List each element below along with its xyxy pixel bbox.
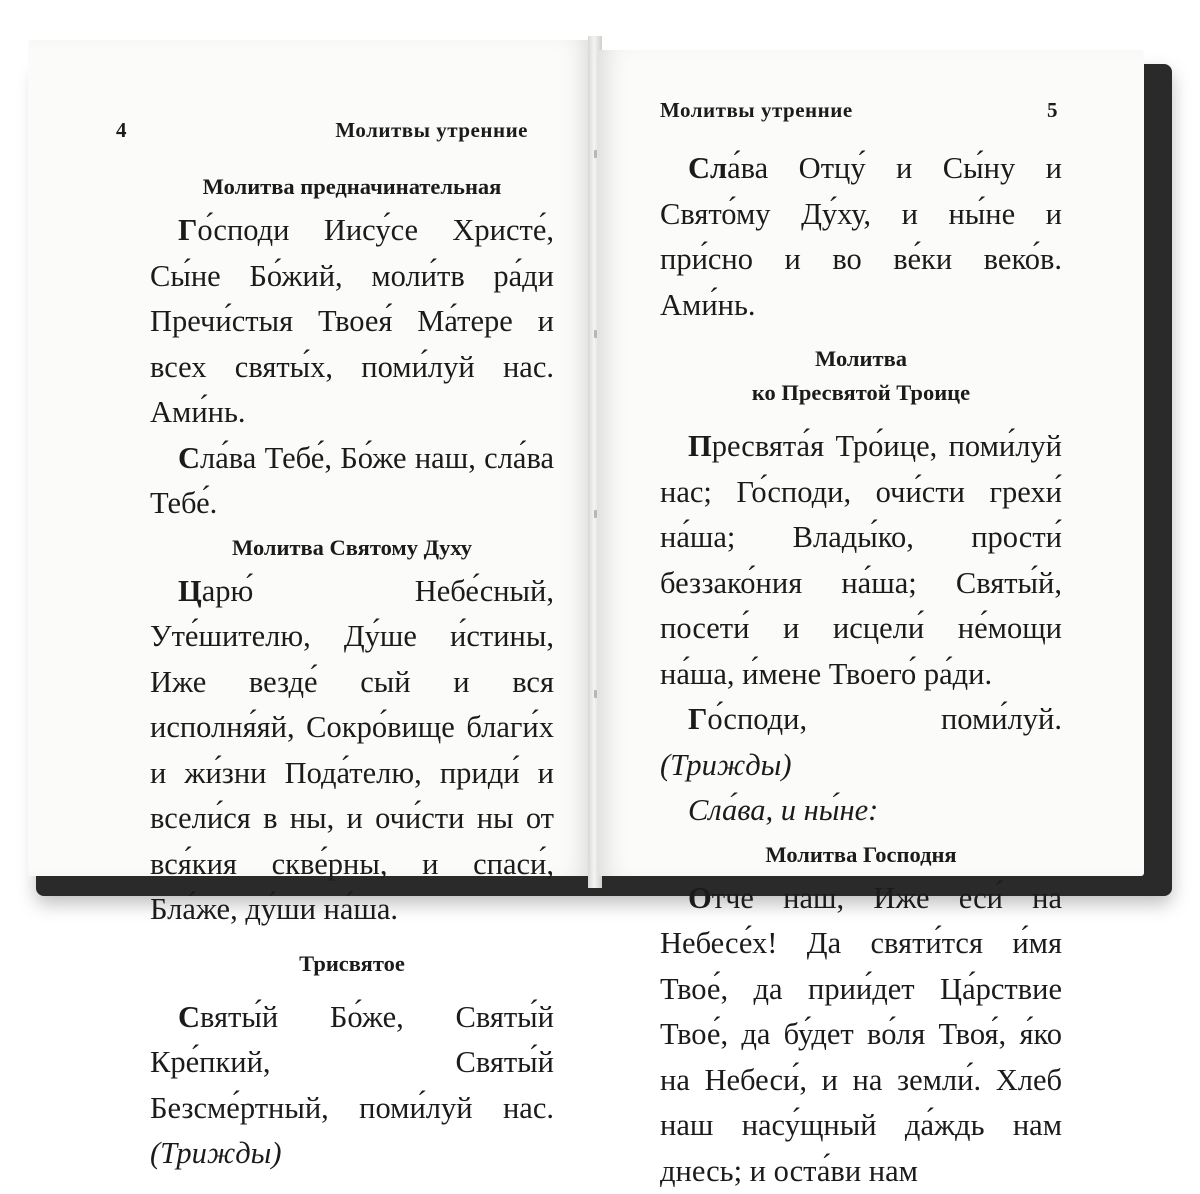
paragraph-text: о́споди, поми́луй. [707, 702, 1062, 736]
left-page [28, 40, 592, 876]
binding-stitch [594, 510, 597, 518]
right-page-number: 5 [1047, 98, 1058, 123]
dropcap: О [688, 881, 712, 915]
paragraph-glory [150, 436, 554, 527]
paragraph-our-father [660, 876, 1062, 1194]
dropcap: Сл [688, 151, 727, 185]
paragraph-heavenly-king [150, 569, 554, 933]
rubric-thrice: (Трижды) [660, 748, 791, 782]
right-page [598, 50, 1144, 876]
left-running-title: Молитвы утренние [335, 118, 528, 143]
dropcap: С [178, 441, 200, 475]
right-text-block [660, 146, 1062, 1194]
heading-holy-spirit: Молитва Святому Духу [150, 531, 554, 565]
right-running-title: Молитвы утренние [660, 98, 853, 123]
paragraph-lord-have-mercy [660, 697, 1062, 788]
paragraph-text: ла́ва Тебе́, Бо́же наш, сла́ва Тебе́. [150, 441, 554, 521]
heading-trisagion: Трисвятое [150, 947, 554, 981]
paragraph-text: о́споди Иису́се Христе́, Сы́не Бо́жий, моли́тв ра́ди Пречи́стыя Твоея́ Ма́тере и всех святы́х, поми́луй нас. Ами́нь. [150, 213, 554, 429]
right-running-head [598, 98, 1144, 128]
heading-pre-prayer: Молитва предначинательная [150, 170, 554, 204]
dropcap: Г [688, 702, 707, 736]
left-page-number: 4 [116, 118, 127, 143]
heading-lords-prayer: Молитва Господня [660, 838, 1062, 872]
paragraph-trisagion [150, 995, 554, 1177]
paragraph-jesus-prayer [150, 208, 554, 436]
binding-stitch [594, 150, 597, 158]
rubric-glory-now: Сла́ва, и ны́не: [660, 788, 1062, 834]
binding-stitch [594, 690, 597, 698]
paragraph-text: тче наш, Иже еси́ на Небесе́х! Да святи́тся и́мя Твое́, да прии́дет Ца́рствие Твое́, да бу́дет во́ля Твоя́, я́ко на Небеси́, и на земли́. Хлеб наш насу́щный да́ждь нам днесь; и оста́ви нам [660, 881, 1062, 1188]
paragraph-glory-trinity [660, 146, 1062, 328]
paragraph-holy-trinity [660, 424, 1062, 697]
paragraph-text: вяты́й Бо́же, Святы́й Кре́пкий, Святы́й Безсме́ртный, поми́луй нас. [150, 1000, 554, 1125]
paragraph-text: а́ва Отцу́ и Сы́ну и Свято́му Ду́ху, и ны́не и при́сно и во ве́ки веко́в. Ами́нь. [660, 151, 1062, 322]
paragraph-text: ресвята́я Тро́ице, поми́луй нас; Го́споди, очи́сти грехи́ на́ша; Влады́ко, прости́ беззако́ния на́ша; Святы́й, посети́ и исцели́ не́мощи на́ша, и́мене Твоего́ ра́ди. [660, 429, 1062, 691]
binding-stitch [594, 330, 597, 338]
rubric-thrice: (Трижды) [150, 1136, 281, 1170]
heading-trinity-line-1: Молитва [660, 342, 1062, 376]
dropcap: Ц [178, 574, 202, 608]
heading-trinity-line-2: ко Пресвятой Троице [660, 376, 1062, 410]
dropcap: П [688, 429, 712, 463]
left-text-block [150, 126, 554, 1177]
paragraph-text: арю́ Небе́сный, Уте́шителю, Ду́ше и́стины, Иже везде́ сый и вся исполня́яй, Сокро́вище благи́х и жи́зни Пода́телю, приди́ и всели́ся в ны, и очи́сти ны от вся́кия скве́рны, и спаси́, Бла́же, ду́ши на́ша. [150, 574, 554, 927]
dropcap: Г [178, 213, 197, 247]
dropcap: С [178, 1000, 200, 1034]
